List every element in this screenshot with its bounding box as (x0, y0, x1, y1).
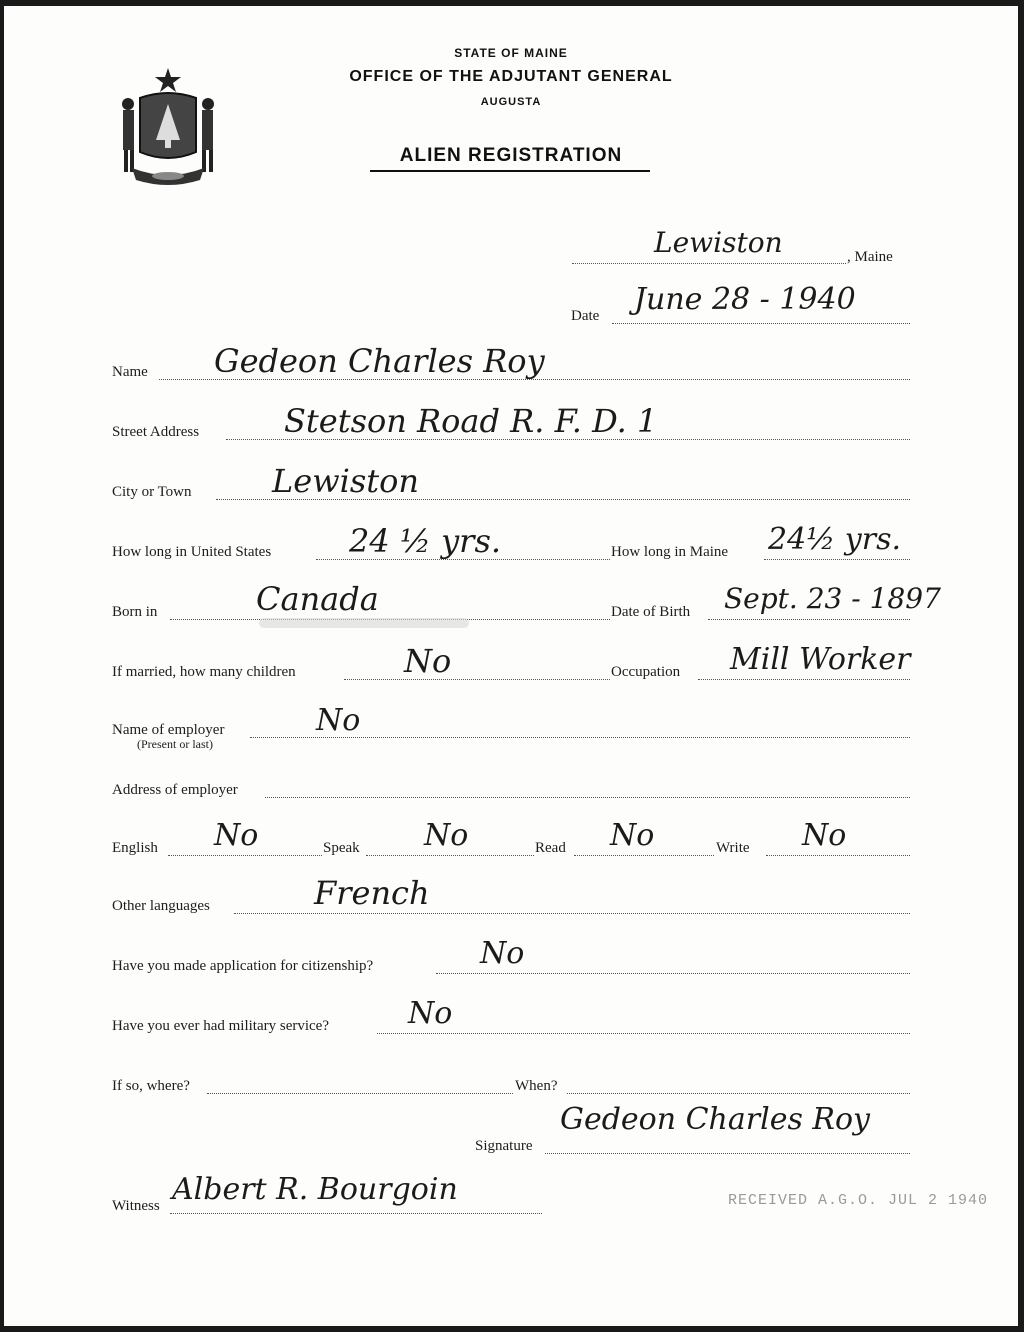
write-dotted-line (766, 855, 910, 856)
read-label: Read (535, 840, 566, 856)
place-suffix-label: , Maine (847, 249, 893, 265)
witness-dotted-line (170, 1213, 542, 1214)
city-label: City or Town (112, 484, 192, 500)
date-value: June 28 - 1940 (634, 282, 856, 317)
witness-value: Albert R. Bourgoin (172, 1172, 458, 1207)
where-label: If so, where? (112, 1078, 190, 1094)
other-languages-dotted-line (234, 913, 910, 914)
children-dotted-line (344, 679, 610, 680)
employer-sublabel: (Present or last) (137, 737, 213, 751)
other-languages-label: Other languages (112, 898, 210, 914)
name-value: Gedeon Charles Roy (214, 342, 545, 380)
place-dotted-line (572, 263, 846, 264)
dob-label: Date of Birth (611, 604, 691, 620)
employer-value: No (316, 703, 361, 738)
maine-time-value: 24½ yrs. (768, 522, 902, 557)
where-dotted-line (207, 1093, 513, 1094)
read-dotted-line (574, 855, 714, 856)
street-address-label: Street Address (112, 424, 200, 440)
us-time-value: 24 ½ yrs. (349, 522, 502, 560)
title-underline (370, 170, 650, 172)
us-time-label: How long in United States (112, 544, 272, 560)
read-value: No (610, 818, 655, 853)
children-label: If married, how many children (112, 664, 296, 680)
place-value: Lewiston (654, 226, 783, 259)
employer-address-label: Address of employer (112, 782, 238, 798)
employer-address-dotted-line (265, 797, 910, 798)
registration-form (4, 6, 1018, 1326)
occupation-dotted-line (698, 679, 910, 680)
maine-time-label: How long in Maine (611, 544, 729, 560)
children-value: No (404, 642, 452, 680)
signature-label: Signature (475, 1138, 533, 1154)
when-dotted-line (567, 1093, 910, 1094)
speak-dotted-line (366, 855, 534, 856)
citizenship-dotted-line (436, 973, 910, 974)
signature-dotted-line (545, 1153, 910, 1154)
witness-label: Witness (112, 1198, 160, 1214)
english-value: No (214, 818, 259, 853)
when-label: When? (515, 1078, 558, 1094)
street-address-value: Stetson Road R. F. D. 1 (284, 402, 658, 440)
date-label: Date (571, 308, 600, 324)
military-value: No (408, 996, 453, 1031)
english-label: English (112, 840, 158, 856)
born-in-label: Born in (112, 604, 158, 620)
citizenship-label: Have you made application for citizenship? (112, 958, 374, 974)
born-in-value: Canada (256, 580, 379, 618)
occupation-label: Occupation (611, 664, 681, 680)
occupation-value: Mill Worker (730, 642, 911, 677)
dob-dotted-line (708, 619, 910, 620)
header-state: STATE OF MAINE (454, 46, 568, 60)
speak-label: Speak (323, 840, 360, 856)
citizenship-value: No (480, 936, 525, 971)
military-label: Have you ever had military service? (112, 1018, 329, 1034)
maine-time-dotted-line (764, 559, 910, 560)
military-dotted-line (377, 1033, 910, 1034)
header-city: AUGUSTA (480, 96, 542, 108)
other-languages-value: French (314, 874, 430, 912)
date-dotted-line (612, 323, 910, 324)
write-value: No (802, 818, 847, 853)
dob-value: Sept. 23 - 1897 (724, 582, 941, 615)
english-dotted-line (168, 855, 322, 856)
header-office: OFFICE OF THE ADJUTANT GENERAL (349, 68, 673, 85)
employer-label: Name of employer (112, 722, 225, 738)
write-label: Write (716, 840, 750, 856)
form-title: ALIEN REGISTRATION (399, 145, 623, 166)
name-label: Name (112, 364, 148, 380)
city-value: Lewiston (272, 462, 419, 500)
signature-value: Gedeon Charles Roy (560, 1102, 870, 1137)
ink-smudge (259, 618, 469, 628)
speak-value: No (424, 818, 469, 853)
received-stamp: RECEIVED A.G.O. JUL 2 1940 (728, 1192, 989, 1209)
